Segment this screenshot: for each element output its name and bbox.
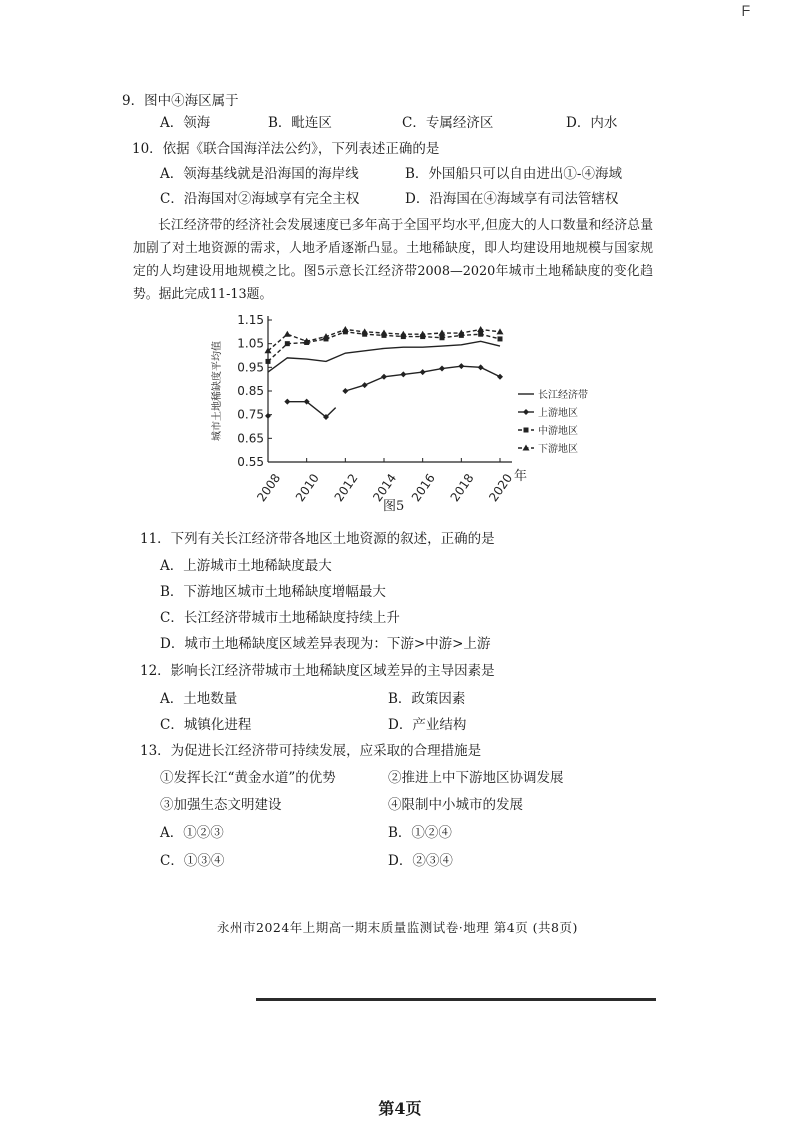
y-tick-label: 0.65	[237, 431, 264, 446]
q10-option-d: D．沿海国在④海域享有司法管辖权	[405, 191, 619, 207]
data-point	[497, 374, 503, 380]
x-tick-label: 2014	[370, 471, 400, 505]
data-point	[265, 413, 271, 419]
q11-option-c: C．长江经济带城市土地稀缺度持续上升	[160, 610, 400, 626]
data-point	[362, 382, 368, 388]
q13-stem: 13．为促进长江经济带可持续发展，应采取的合理措施是	[140, 743, 482, 759]
q11-option-b: B．下游地区城市土地稀缺度增幅最大	[160, 584, 386, 600]
data-point	[440, 335, 445, 340]
data-point	[400, 331, 407, 337]
data-point	[497, 328, 504, 334]
y-tick-label: 0.85	[237, 384, 264, 398]
data-point	[523, 409, 529, 415]
q11-option-a: A．上游城市土地稀缺度最大	[160, 558, 332, 574]
y-axis-label: 城市土地稀缺度平均值	[212, 341, 223, 441]
y-tick-label: 1.05	[237, 336, 264, 351]
y-tick-label: 0.75	[237, 407, 264, 422]
data-point	[477, 326, 484, 332]
y-tick-label: 0.55	[237, 455, 264, 469]
q12-option-c: C．城镇化进程	[160, 717, 252, 733]
land-scarcity-chart	[200, 312, 588, 505]
data-point	[498, 336, 503, 341]
data-point	[400, 371, 406, 377]
data-point	[285, 341, 290, 346]
q13-option-d: D．②③④	[388, 853, 453, 869]
legend-label: 下游地区	[538, 444, 578, 455]
data-point	[439, 366, 445, 372]
data-point	[381, 374, 387, 380]
data-point	[381, 330, 388, 336]
q10-option-a: A．领海基线就是沿海国的海岸线	[160, 166, 359, 182]
legend-label: 长江经济带	[538, 390, 588, 401]
series-line	[287, 402, 335, 417]
page-footer: 永州市2024年上期高一期末质量监测试卷·地理 第4页 (共8页)	[217, 920, 578, 935]
q12-option-b: B．政策因素	[388, 691, 466, 707]
q10-option-b: B．外国船只可以自由进出①-④海域	[405, 166, 622, 182]
legend-label: 上游地区	[538, 408, 578, 419]
q13-statement-2: ②推进上中下游地区协调发展	[388, 770, 564, 786]
data-point	[284, 399, 290, 405]
data-point	[458, 363, 464, 369]
q13-option-c: C．①③④	[160, 853, 225, 869]
reading-passage: 长江经济带的经济社会发展速度已多年高于全国平均水平,但庞大的人口数量和经济总量加剧了对土地资源的需求，人地矛盾逐渐凸显。土地稀缺度，即人均建设用地规模与国家规定的人均建设用地规模之比。图5示意长江经济带2008—2020年城市土地稀缺度的变化趋势。据此完成11-13题。	[133, 218, 653, 302]
data-point	[361, 328, 368, 334]
corner-scan-mark: ᖴ	[742, 4, 751, 20]
q11-option-d: D．城市土地稀缺度区域差异表现为：下游>中游>上游	[160, 636, 491, 652]
data-point	[419, 331, 426, 337]
data-point	[524, 428, 529, 433]
q12-option-d: D．产业结构	[388, 717, 467, 733]
q13-statement-3: ③加强生态文明建设	[160, 797, 282, 813]
q12-stem: 12．影响长江经济带城市土地稀缺度区域差异的主导因素是	[140, 663, 495, 679]
data-point	[266, 359, 271, 364]
figure-caption: 图5	[383, 499, 405, 514]
x-tick-label: 2016	[408, 471, 438, 505]
horizontal-rule	[256, 998, 656, 1001]
data-point	[342, 388, 348, 394]
q9-option-a: A．领海	[160, 115, 211, 131]
q9-option-b: B．毗连区	[268, 115, 332, 131]
q12-option-a: A．土地数量	[160, 691, 238, 707]
q9-option-d: D．内水	[566, 115, 618, 131]
data-point	[420, 369, 426, 375]
y-tick-label: 1.15	[237, 313, 264, 327]
q13-statement-1: ①发挥长江“黄金水道”的优势	[160, 770, 336, 786]
data-point	[284, 331, 291, 337]
x-tick-label: 2010	[292, 471, 322, 505]
y-tick-label: 0.95	[237, 360, 264, 375]
x-tick-label: 2018	[447, 471, 477, 505]
page-number: 第4页	[378, 1099, 422, 1118]
q13-option-b: B．①②④	[388, 825, 452, 841]
x-tick-label: 2012	[331, 471, 361, 505]
data-point	[478, 364, 484, 370]
legend-label: 中游地区	[538, 426, 578, 437]
q11-stem: 11．下列有关长江经济带各地区土地资源的叙述，正确的是	[140, 531, 495, 547]
q10-option-c: C．沿海国对②海域享有完全主权	[160, 191, 360, 207]
q9-option-c: C．专属经济区	[402, 115, 494, 131]
q9-stem: 9．图中④海区属于	[122, 93, 239, 109]
series-line	[268, 341, 500, 372]
data-point	[342, 326, 349, 332]
x-tick-label: 2020	[486, 471, 516, 505]
x-axis-label: 年	[514, 469, 528, 484]
q13-option-a: A．①②③	[160, 825, 224, 841]
q13-statement-4: ④限制中小城市的发展	[388, 797, 523, 813]
data-point	[478, 332, 483, 337]
x-tick-label: 2008	[254, 471, 284, 505]
q10-stem: 10．依据《联合国海洋法公约》，下列表述正确的是	[132, 141, 440, 157]
